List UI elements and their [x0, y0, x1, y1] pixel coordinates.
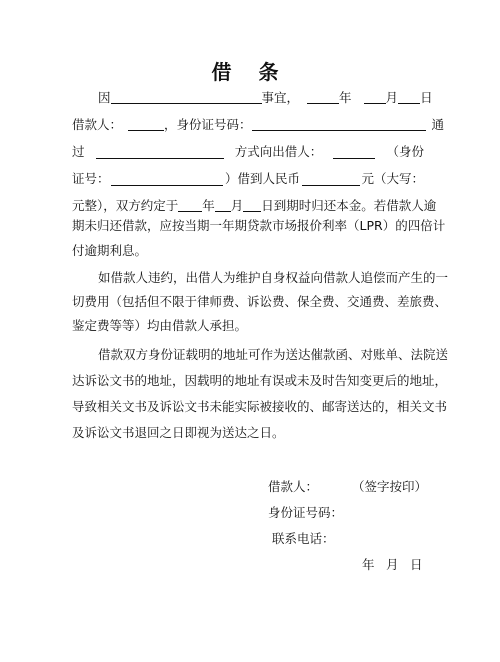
paragraph-1-line-2: 借款人： ，身份证号码： 通 [72, 117, 445, 132]
phone-label: 联系电话： [272, 531, 335, 546]
blank-year[interactable] [307, 90, 339, 104]
paragraph-3-line-1: 借款双方身份证载明的地址可作为送达催款函、对账单、法院送 [98, 347, 449, 362]
paragraph-1-line-4: 证号： ）借到人民币 元（大写： [72, 171, 424, 186]
id-number-label: 身份证号码： [268, 505, 344, 520]
blank-borrower-id[interactable] [252, 117, 426, 131]
paragraph-1-line-7: 付逾期利息。 [72, 243, 148, 258]
sign-day: 日 [410, 557, 423, 572]
sign-note: （签字按印） [352, 479, 428, 494]
blank-reason[interactable] [111, 90, 262, 104]
paragraph-1-line-3: 过 方式向出借人： （身份 [72, 144, 424, 159]
blank-due-year[interactable] [178, 198, 202, 212]
blank-borrower-name[interactable] [128, 117, 164, 131]
blank-month[interactable] [364, 90, 386, 104]
paragraph-1-line-5: 元整），双方约定于 年 月 日到期时归还本金。若借款人逾 [72, 198, 437, 213]
blank-due-month[interactable] [215, 198, 231, 212]
paragraph-3-line-3: 导致相关文书及诉讼文书未能实际被接收的、邮寄送达的，相关文书 [72, 399, 448, 414]
paragraph-3-line-4: 及诉讼文书退回之日即视为送达之日。 [72, 425, 285, 440]
blank-amount[interactable] [302, 172, 360, 186]
paragraph-1-line-6: 期未归还借款，应按当期一年期贷款市场报价利率（LPR）的四倍计 [72, 218, 446, 233]
blank-day[interactable] [398, 90, 420, 104]
paragraph-3-line-2: 达诉讼文书的地址，因载明的地址有误或未及时告知变更后的地址， [72, 373, 448, 388]
paragraph-1-line-1: 因 事宜， 年 月 日 [98, 90, 433, 105]
borrower-label: 借款人： [268, 479, 319, 494]
sign-year: 年 [362, 557, 375, 572]
blank-lender-name[interactable] [333, 145, 375, 159]
paragraph-2-line-1: 如借款人违约，出借人为维护自身权益向借款人追偿而产生的一 [98, 270, 449, 285]
blank-due-day[interactable] [243, 198, 261, 212]
paragraph-2-line-3: 鉴定费等等）均由借款人承担。 [72, 318, 248, 333]
paragraph-2-line-2: 切费用（包括但不限于律师费、诉讼费、保全费、交通费、差旅费、 [72, 294, 448, 309]
sign-month: 月 [386, 557, 399, 572]
blank-lender-id[interactable] [111, 172, 223, 186]
document-title: 借 条 [211, 60, 289, 84]
blank-method[interactable] [96, 145, 224, 159]
